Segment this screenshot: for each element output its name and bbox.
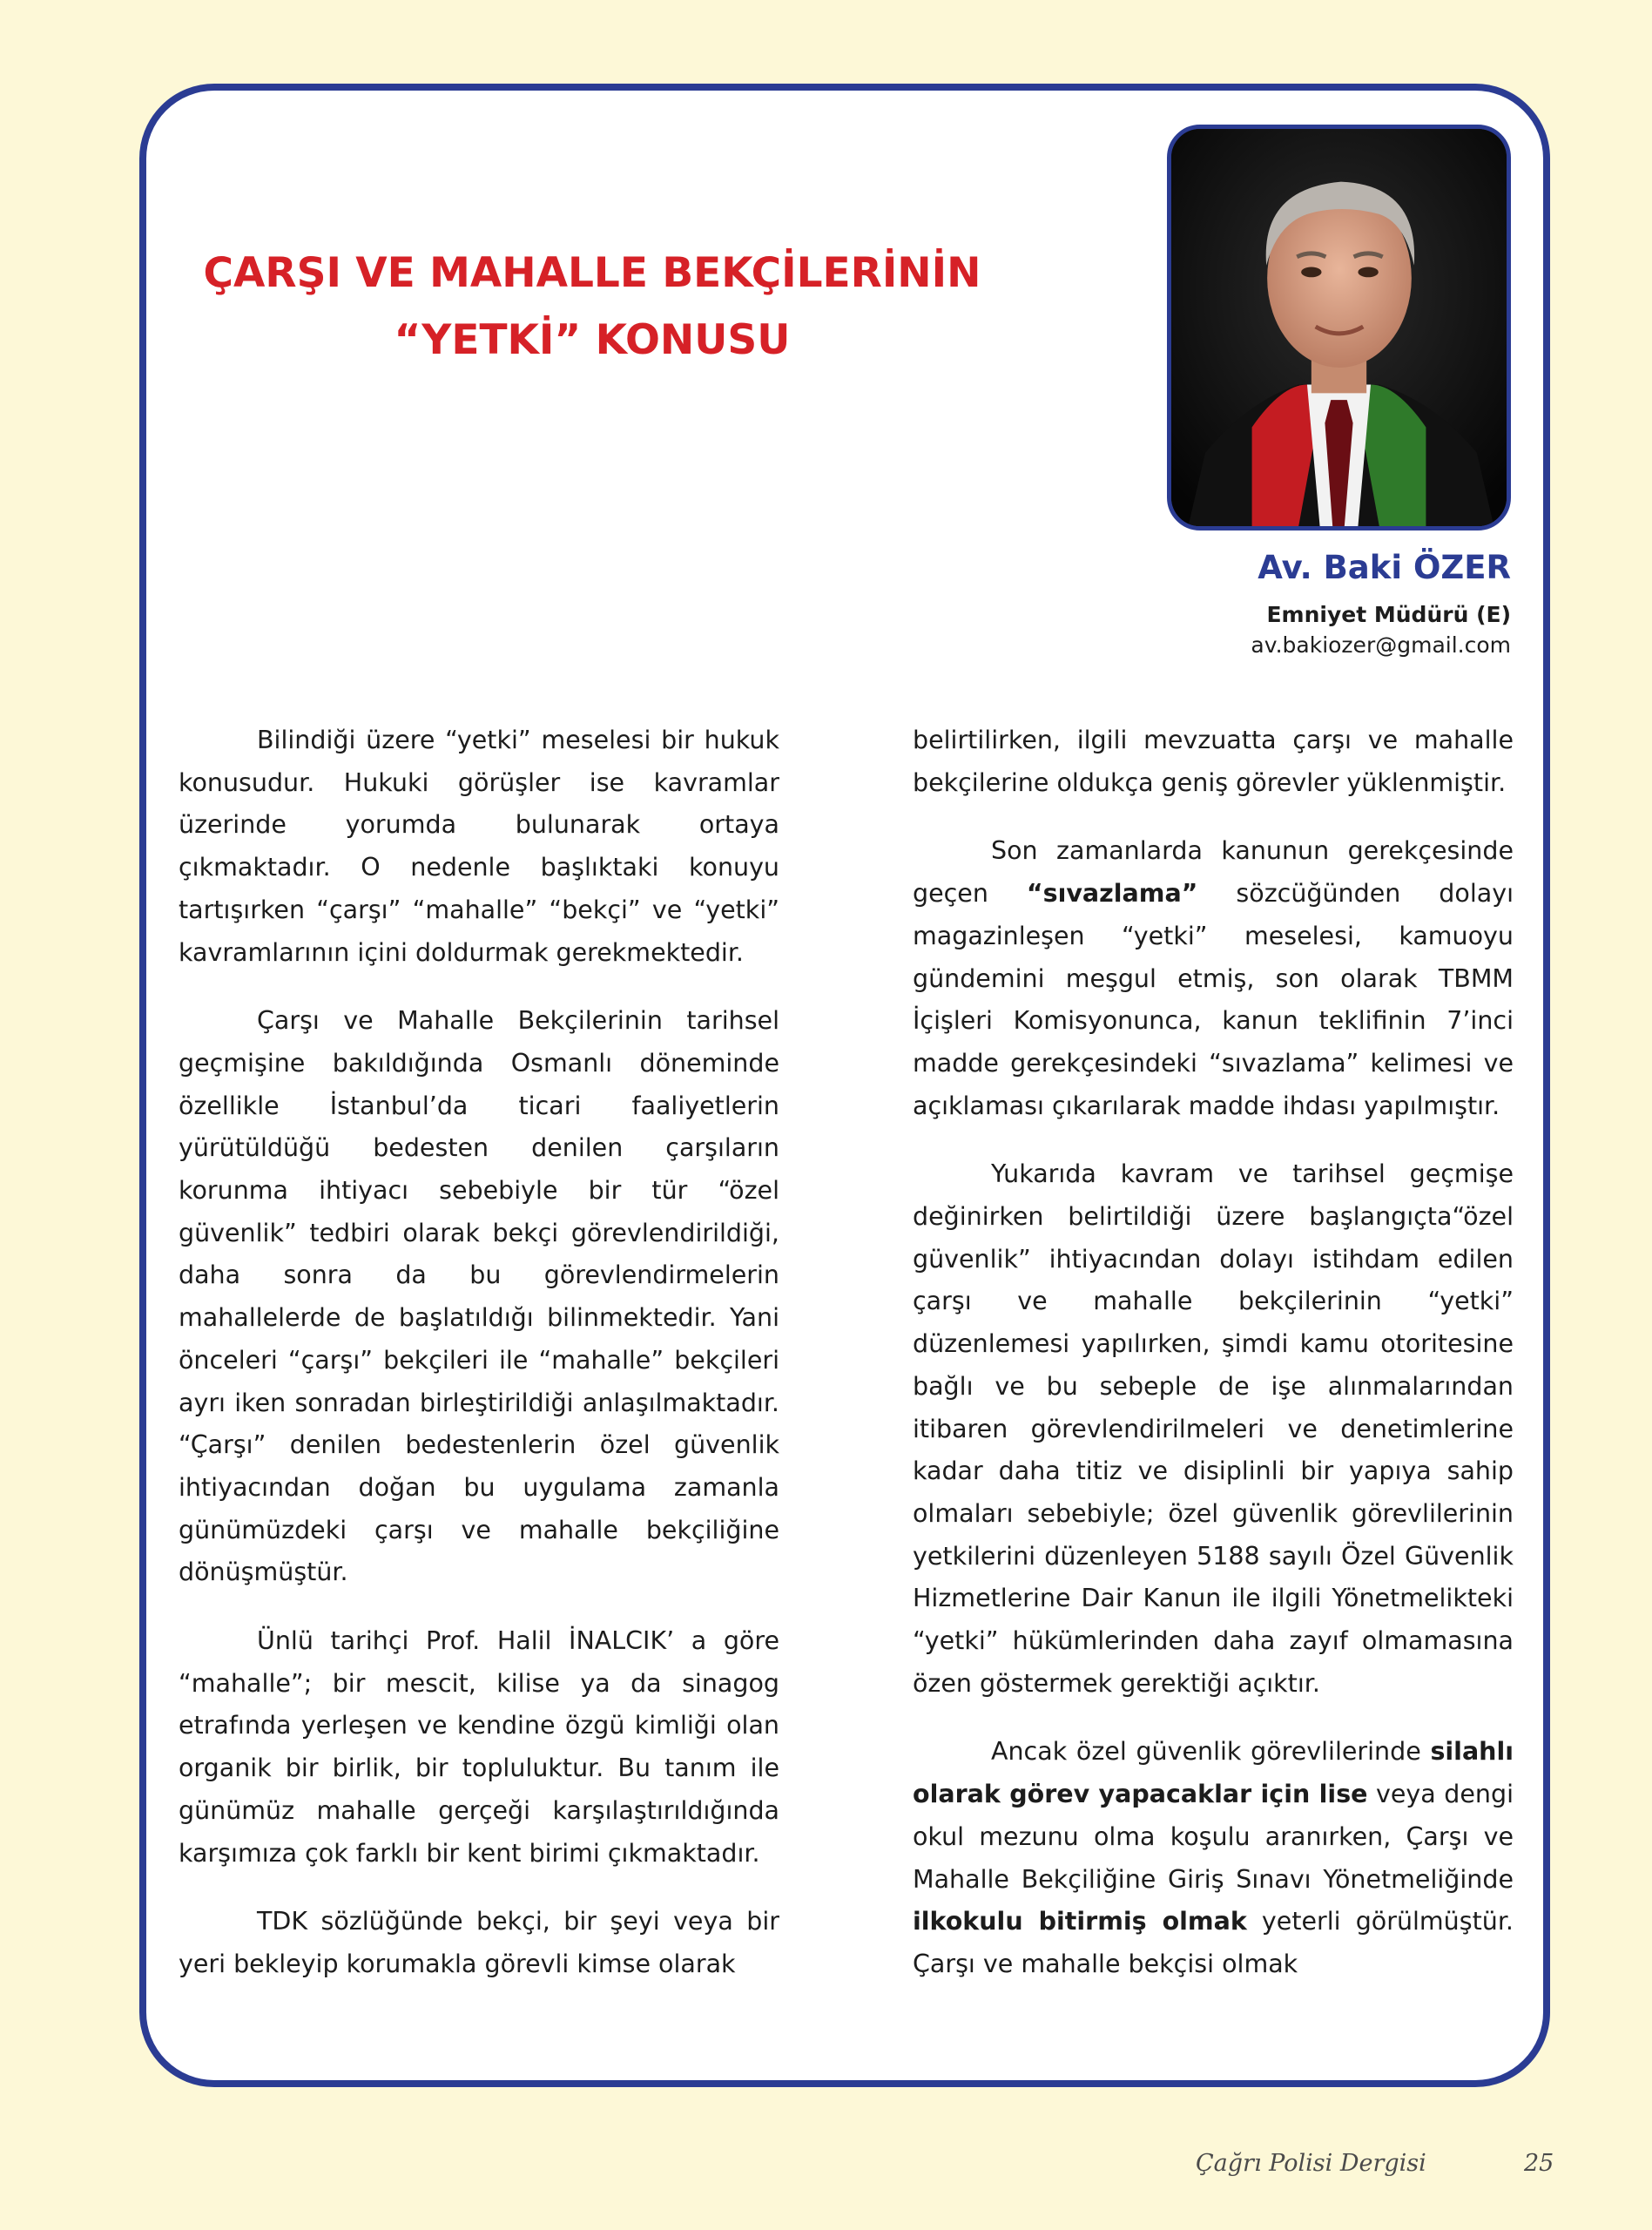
right-column <box>913 720 1514 2012</box>
paragraph: TDK sözlüğünde bekçi, bir şeyi veya bir yeri bekleyip korumakla görevli kimse olarak <box>179 1907 779 1978</box>
author-email: av.bakiozer@gmail.com <box>1251 632 1511 658</box>
author-role: Emniyet Müdürü (E) <box>1266 602 1511 627</box>
article-title-line2: “YETKİ” KONUSU <box>394 316 791 364</box>
author-portrait-icon <box>1167 125 1511 530</box>
paragraph: belirtilirken, ilgili mevzuatta çarşı ve mahalle bekçilerine oldukça geniş görevler yüklenmiştir. <box>913 726 1514 797</box>
text-run: sözcüğünden dolayı magazinleşen “yetki” meselesi, kamuoyu gündemini meşgul etmiş, son olarak TBMM İçişleri Komisyonunca, kanun teklifinin 7’inci madde gerekçesindeki “sıvazlama” kelimesi ve açıklaması çıkarılarak madde ihdası yapılmıştır. <box>913 879 1514 1120</box>
paragraph: Bilindiği üzere “yetki” meselesi bir hukuk konusudur. Hukuki görüşler ise kavramlar üzerinde yorumda bulunarak ortaya çıkmaktadır. O nedenle başlıktaki konuyu tartışırken “çarşı” “mahalle” “bekçi” ve “yetki” kavramlarının içini doldurmak gerekmektedir. <box>179 726 779 967</box>
text-run: Son zamanlarda kanunun gerekçesinde geçen <box>913 836 1514 909</box>
bold-text: ilkokulu bitirmiş olmak <box>913 1907 1247 1936</box>
page-number: 25 <box>1524 2150 1554 2177</box>
text-run: yeterli görülmüştür. Çarşı ve mahalle bekçisi olmak <box>913 1907 1514 1978</box>
text-run: Ancak özel güvenlik görevlilerinde <box>991 1737 1431 1767</box>
magazine-name: Çağrı Polisi Dergisi <box>1196 2150 1426 2177</box>
author-name: Av. Baki ÖZER <box>1258 549 1511 586</box>
paragraph: Yukarıda kavram ve tarihsel geçmişe değinirken belirtildiği üzere başlangıçta“özel güvenlik” ihtiyacından dolayı istihdam edilen çarşı ve mahalle bekçilerinin “yetki” düzenlemesi yapılırken, şimdi kamu otoritesine bağlı ve bu sebeple de işe alınmalarından itibaren görevlendirilmeleri ve denetimlerine kadar daha titiz ve disiplinli bir yapıya sahip olmaları sebebiyle; özel güvenlik görevlilerinin yetkilerini düzenleyen 5188 sayılı Özel Güvenlik Hizmetlerine Dair Kanun ile ilgili Yönetmelikteki “yetki” hükümlerinden daha zayıf olmamasına özen göstermek gerektiği açıktır. <box>913 1159 1514 1698</box>
article-title-line1: ÇARŞI VE MAHALLE BEKÇİLERİNİN <box>203 249 981 297</box>
article-title <box>165 240 1019 374</box>
bold-text: “sıvazlama” <box>1026 879 1198 909</box>
paragraph <box>913 830 1514 1127</box>
paragraph: Çarşı ve Mahalle Bekçilerinin tarihsel geçmişine bakıldığında Osmanlı döneminde özellikle İstanbul’da ticari faaliyetlerin yürütüldüğü bedesten denilen çarşıların korunma ihtiyacı sebebiyle bir tür “özel güvenlik” tedbiri olarak bekçi görevlendirildiği, daha sonra da bu görevlendirmelerin mahallelerde de başlatıldığı bilinmektedir. Yani önceleri “çarşı” bekçileri ile “mahalle” bekçileri ayrı iken sonradan birleştirildiği anlaşılmaktadır. “Çarşı” denilen bedestenlerin özel güvenlik ihtiyacından doğan bu uygulama zamanla günümüzdeki çarşı ve mahalle bekçiliğine dönüşmüştür. <box>179 1006 779 1587</box>
text-run: veya dengi okul mezunu olma koşulu aranırken, Çarşı ve Mahalle Bekçiliğine Giriş Sınavı Yönetmeliğinde <box>913 1780 1514 1894</box>
paragraph <box>913 1731 1514 1985</box>
bold-text: silahlı olarak görev yapacaklar için lise <box>913 1737 1514 1809</box>
paragraph: Ünlü tarihçi Prof. Halil İNALCIK’ a göre “mahalle”; bir mescit, kilise ya da sinagog etrafında yerleşen ve kendine özgü kimliği olan organik bir birlik, bir topluluktur. Bu tanım ile günümüz mahalle gerçeği karşılaştırıldığında karşımıza çok farklı bir kent birimi çıkmaktadır. <box>179 1626 779 1868</box>
left-column <box>179 720 779 2012</box>
